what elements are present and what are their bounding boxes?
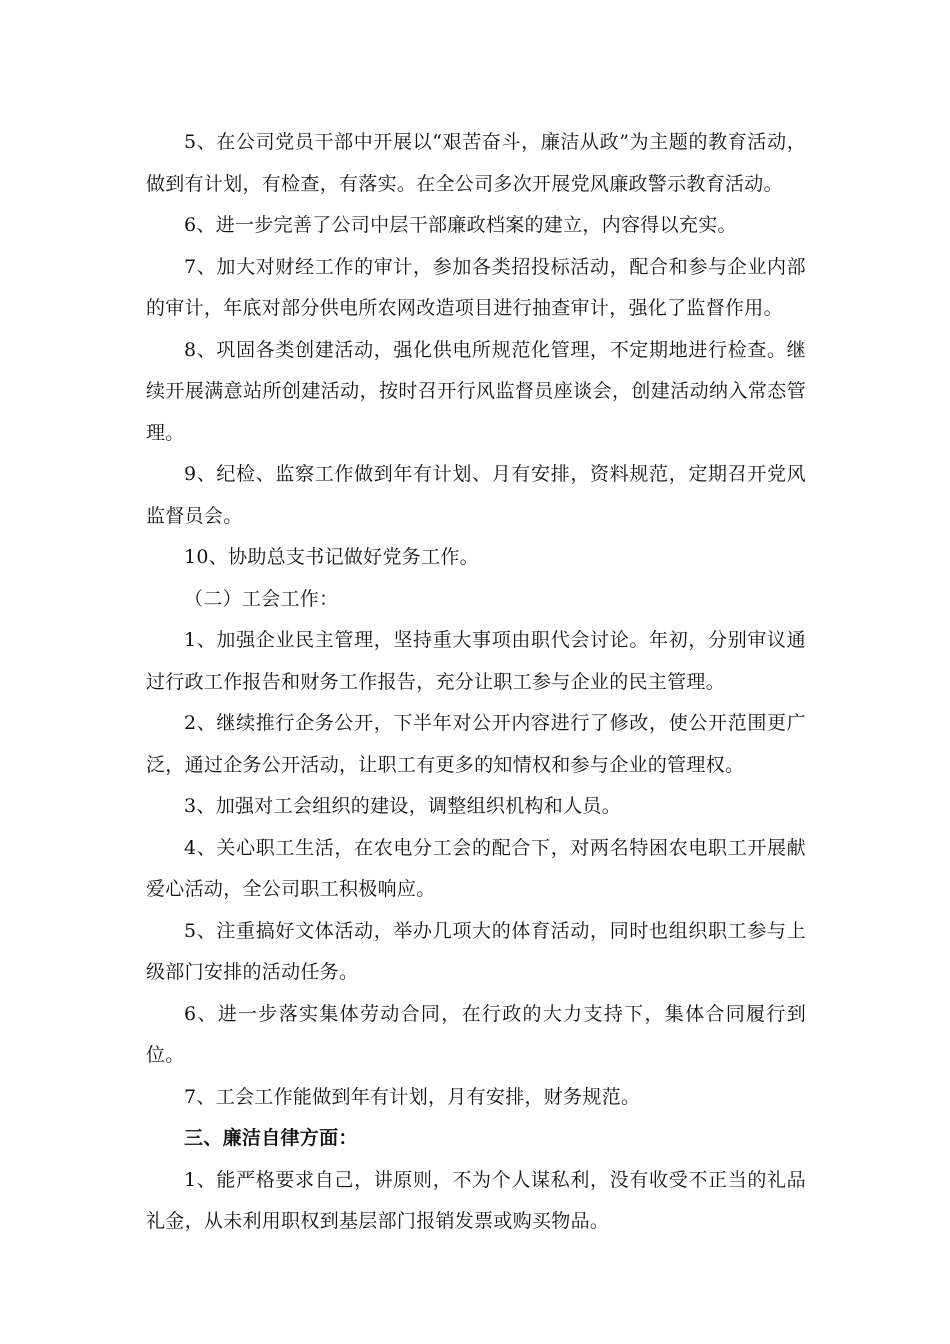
paragraph-integrity-archives: 6、进一步完善了公司中层干部廉政档案的建立，内容得以充实。 [184, 214, 737, 236]
paragraph-discipline-inspection: 9、纪检、监察工作做到年有计划、月有安排，资料规范，定期召开党风监督员会。 [146, 463, 806, 527]
document-body [146, 122, 806, 1243]
paragraph-affairs-disclosure: 2、继续推行企务公开，下半年对公开内容进行了修改，使公开范围更广泛，通过企务公开活动，让职工有更多的知情权和参与企业的管理权。 [146, 712, 806, 776]
paragraph-financial-audit: 7、加大对财经工作的审计，参加各类招投标活动，配合和参与企业内部的审计，年底对部分供电所农网改造项目进行抽查审计，强化了监督作用。 [146, 255, 806, 319]
paragraph-employee-care: 4、关心职工生活，在农电分工会的配合下，对两名特困农电职工开展献爱心活动，全公司职工积极响应。 [146, 836, 806, 900]
paragraph-education-activity: 5、在公司党员干部中开展以“艰苦奋斗，廉洁从政”为主题的教育活动，做到有计划，有检查，有落实。在全公司多次开展党风廉政警示教育活动。 [146, 131, 806, 195]
paragraph-party-affairs: 10、协助总支书记做好党务工作。 [184, 546, 479, 568]
paragraph-union-organization: 3、加强对工会组织的建设，调整组织机构和人员。 [184, 795, 621, 817]
paragraph-labor-contract: 6、进一步落实集体劳动合同，在行政的大力支持下，集体合同履行到位。 [146, 1002, 806, 1066]
paragraph-creation-activities: 8、巩固各类创建活动，强化供电所规范化管理，不定期地进行检查。继续开展满意站所创建活动，按时召开行风监督员座谈会，创建活动纳入常态管理。 [146, 338, 806, 444]
paragraph-sports-activities: 5、注重搞好文体活动，举办几项大的体育活动，同时也组织职工参与上级部门安排的活动任务。 [146, 919, 806, 983]
paragraph-union-planning: 7、工会工作能做到年有计划，月有安排，财务规范。 [184, 1085, 641, 1108]
subheading-union-work: （二）工会工作： [184, 587, 339, 610]
section-heading-self-discipline: 三、廉洁自律方面： [184, 1127, 358, 1149]
paragraph-democratic-management: 1、加强企业民主管理，坚持重大事项由职代会讨论。年初，分别审议通过行政工作报告和财务工作报告，充分让职工参与企业的民主管理。 [146, 629, 806, 693]
paragraph-self-discipline: 1、能严格要求自己，讲原则，不为个人谋私利，没有收受不正当的礼品礼金，从未利用职权到基层部门报销发票或购买物品。 [146, 1168, 806, 1232]
